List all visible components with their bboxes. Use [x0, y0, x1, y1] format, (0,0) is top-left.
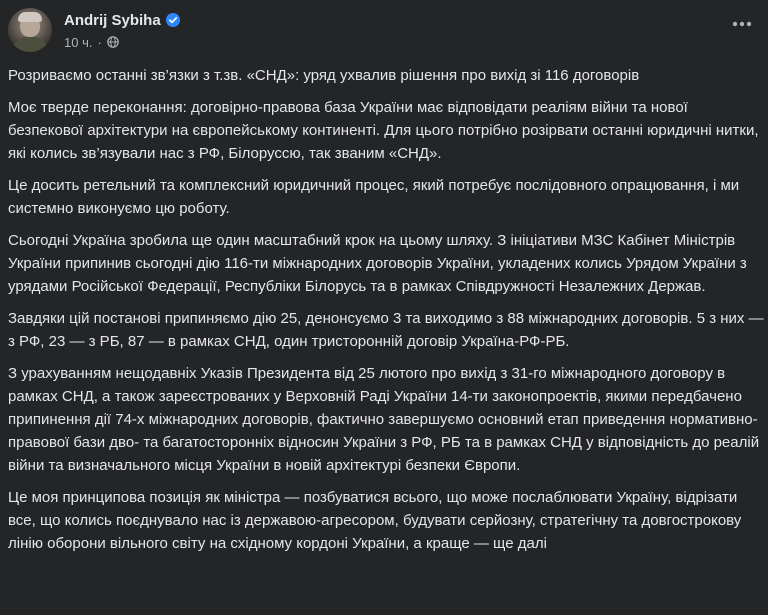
avatar-shoulders [10, 36, 50, 52]
post-meta [64, 34, 119, 50]
author-row [64, 10, 180, 30]
meta-separator: · [97, 34, 102, 50]
post-paragraph: Сьогодні Україна зробила ще один масштабний крок на цьому шляху. З ініціативи МЗС Кабінет Міністрів України припинив сьогодні дію 116-ти міжнародних договорів України, укладених колись Урядом України з урядами Російської Федерації, Республіки Білорусь та в рамках Співдружності Незалежних Держав. [8, 232, 747, 295]
verified-badge-icon [166, 13, 180, 27]
more-options-button[interactable] [728, 10, 756, 38]
post-content [8, 64, 764, 564]
avatar-hair [18, 12, 42, 22]
post-timestamp[interactable]: 10 ч. [64, 34, 93, 50]
author-avatar[interactable] [8, 8, 52, 52]
globe-icon[interactable] [107, 36, 119, 48]
post-paragraph-headline: Розриваємо останні зв’язки з т.зв. «СНД»: уряд ухвалив рішення про вихід зі 116 договорів [8, 67, 640, 84]
post-paragraph: Завдяки цій постанові припиняємо дію 25, денонсуємо 3 та виходимо з 88 міжнародних договорів. 5 з них — з РФ, 23 — з РБ, 87 — в рамках СНД, один тристоронній договір Україна-РФ-РБ. [8, 310, 764, 350]
post-paragraph: Моє тверде переконання: договірно-правова база України має відповідати реаліям війни та нової безпекової архітектури на європейському континенті. Для цього потрібно розірвати останні юридичні нитки, які колись зв’язували нас з РФ, Білоруссю, так званим «СНД». [8, 99, 759, 162]
post-paragraph: Це досить ретельний та комплексний юридичний процес, який потребує послідовного опрацювання, і ми системно виконуємо цю роботу. [8, 177, 740, 217]
author-name[interactable]: Andrij Sybiha [64, 11, 161, 29]
post-paragraph: З урахуванням нещодавніх Указів Президента від 25 лютого про вихід з 31-го міжнародного договору в рамках СНД, а також зареєстрованих у Верховній Раді України 14-ти законопроектів, якими передбачено припинення дії 74-х міжнародних договорів, фактично завершуємо основний етап приведення нормативно-правової бази дво- та багатосторонніх відносин України з РФ, РБ та в рамках СНД у відповідність до реалій війни та визначального місця України в новій архітектурі безпеки Європи. [8, 365, 760, 474]
more-horizontal-icon [732, 21, 752, 27]
post-header [8, 8, 756, 54]
post-paragraph: Це моя принципова позиція як міністра — позбуватися всього, що може послаблювати Україну, відрізати все, що колись поєднувало нас із державою-агресором, будувати серйозну, стратегічну та довгострокову лінію оборони вільного світу на східному кордоні України, а краще — ще далі [8, 489, 742, 552]
